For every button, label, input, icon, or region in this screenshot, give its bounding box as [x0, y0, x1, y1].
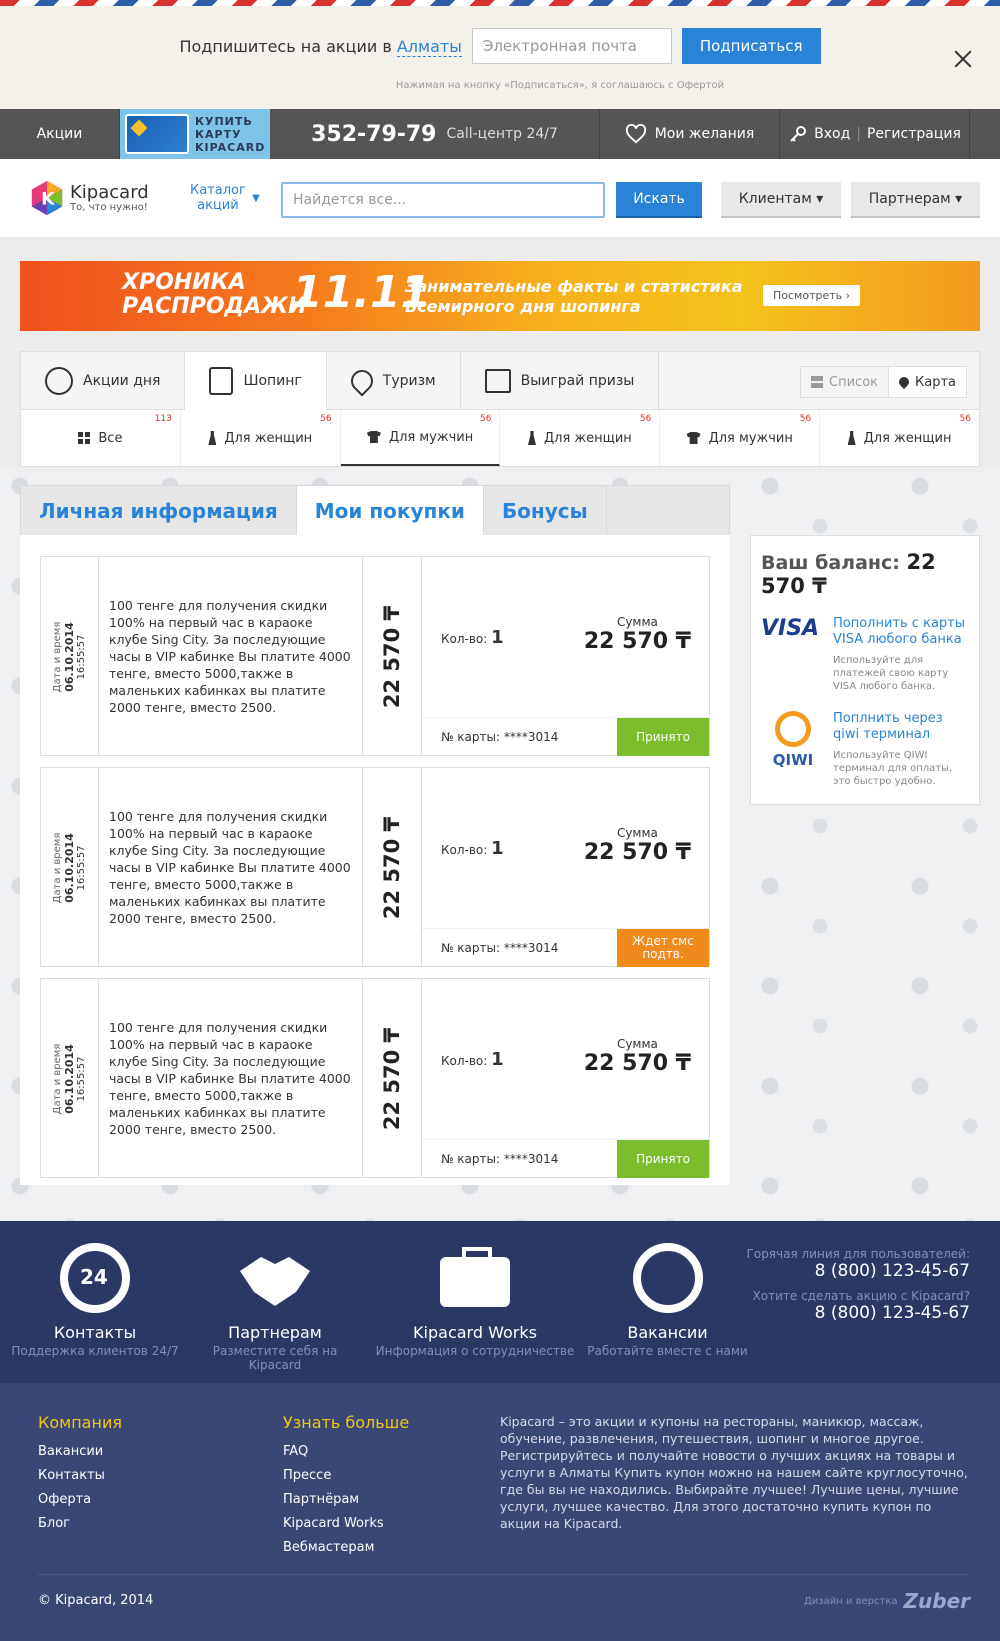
wishlist-label: Мои желания — [654, 126, 755, 142]
banner-subtitle: Занимательные факты и статистика Всемирного дня шопинга — [405, 277, 743, 316]
qiwi-topup-desc: Используйте QIWI терминал для оплаты, это быстро удобно. — [833, 750, 953, 787]
subcat-count: 113 — [154, 414, 172, 424]
order-price: 22 570 ₸ — [380, 816, 404, 920]
footer-feature-title: Kipacard Works — [413, 1323, 537, 1342]
nav-akcii[interactable]: Акции — [0, 109, 120, 159]
order-time: 16:55:57 — [76, 845, 87, 891]
logo-name: Kipacard — [70, 181, 149, 203]
subscribe-button[interactable]: Подписаться — [682, 28, 821, 64]
footer-col-title: Компания — [38, 1413, 122, 1432]
clients-dropdown[interactable]: Клиентам ▾ — [721, 182, 841, 218]
subscribe-bar — [0, 6, 1000, 109]
view-switch — [800, 366, 967, 398]
tab-bonuses[interactable]: Бонусы — [484, 486, 607, 535]
dress-icon — [848, 431, 856, 445]
footer-vacancies[interactable] — [585, 1243, 750, 1358]
footer-links — [0, 1383, 1000, 1641]
zuber-logo: Zuber — [903, 1589, 970, 1613]
order-item — [40, 978, 710, 1178]
subscribe-text: Подпишитесь на акции в Алматы — [179, 36, 462, 56]
percent-icon — [45, 367, 73, 395]
visa-topup-desc: Используйте для платежей свою карту VISA любого банка. — [833, 655, 949, 692]
wishlist-link[interactable] — [600, 109, 780, 159]
subcat-all[interactable]: Все 113 — [21, 410, 181, 466]
order-qty: Кол-во: 1 — [441, 1049, 504, 1070]
subcat-count: 56 — [639, 414, 652, 424]
footer-link[interactable]: Вебмастерам — [283, 1540, 375, 1555]
shopping-bag-icon — [209, 367, 233, 395]
footer-link[interactable]: Вакансии — [38, 1444, 104, 1459]
tab-personal-info[interactable]: Личная информация — [21, 486, 297, 535]
list-icon — [811, 376, 823, 388]
design-credit[interactable]: Дизайн и верстка Zuber — [803, 1589, 970, 1613]
order-item — [40, 556, 710, 756]
order-date: 06.10.2014 — [63, 1044, 76, 1114]
balance-title: Ваш баланс: 22 570 ₸ — [761, 550, 936, 598]
logo[interactable] — [28, 179, 149, 217]
status-badge: Принято — [617, 718, 709, 756]
order-item — [40, 767, 710, 967]
callcenter — [270, 109, 600, 159]
tab-prizes[interactable]: Выиграй призы — [461, 352, 660, 409]
kipacard-logo-icon — [28, 179, 66, 217]
handshake-icon — [240, 1243, 310, 1313]
footer-link[interactable]: Оферта — [38, 1492, 92, 1507]
footer-company — [38, 1413, 122, 1536]
logo-slogan: То, что нужно! — [70, 201, 148, 213]
subcat-count: 56 — [480, 414, 492, 424]
dress-icon — [528, 431, 536, 445]
footer-link[interactable]: FAQ — [283, 1444, 309, 1459]
status-badge: Принято — [617, 1140, 709, 1178]
copyright: © Kipacard, 2014 — [38, 1593, 154, 1608]
order-description: 100 тенге для получения скидки 100% на первый час в караоке клубе Sing City. За последующие часы в VIP кабинке Вы платите 4000 тенге, вместо 5000,также в маленьких кабинках вы платите 2000 тенге, вместо 2500. — [99, 557, 363, 755]
date-label: Дата и время — [52, 621, 63, 693]
date-label: Дата и время — [52, 832, 63, 904]
footer-partners[interactable] — [185, 1243, 365, 1372]
profile-tabs — [20, 485, 730, 535]
key-icon — [788, 124, 808, 144]
card-icon — [125, 114, 189, 154]
catalog-dropdown[interactable]: Каталог акций ▼ — [190, 183, 260, 213]
people-search-icon — [633, 1243, 703, 1313]
qiwi-logo-icon: QIWI — [761, 711, 825, 788]
order-time: 16:55:57 — [76, 634, 87, 680]
footer-divider — [38, 1574, 968, 1575]
promo-banner[interactable] — [20, 261, 980, 331]
status-badge: Ждет смс подтв. — [617, 929, 709, 967]
hotline-label: Горячая линия для пользователей: — [746, 1247, 970, 1261]
shirt-icon — [687, 432, 701, 444]
subcat-women[interactable]: Для женщин 56 — [181, 410, 341, 466]
search-button[interactable]: Искать — [616, 182, 702, 218]
footer-col-title: Узнать больше — [283, 1413, 410, 1432]
search-input[interactable] — [281, 182, 605, 218]
phone-number: 352-79-79 — [311, 121, 437, 147]
phone-24-icon: 24 — [60, 1243, 130, 1313]
order-sum: Сумма 22 570 ₸ — [583, 1037, 691, 1076]
tab-tourism[interactable]: Туризм — [327, 352, 461, 409]
grid-icon — [78, 432, 90, 444]
login-link[interactable]: Вход — [814, 126, 851, 142]
order-card: № карты: ****3014 — [441, 941, 559, 955]
subcat-men[interactable]: Для мужчин 56 — [660, 410, 820, 466]
footer-feature-title: Партнерам — [228, 1323, 322, 1342]
buy-card-link[interactable] — [120, 109, 270, 159]
buy-card-text: КУПИТЬ КАРТУ KIPACARD — [195, 114, 266, 154]
briefcase-icon — [440, 1257, 510, 1307]
offer-link[interactable]: Офертой — [676, 80, 725, 91]
footer-link[interactable]: Блог — [38, 1516, 71, 1531]
top-nav — [0, 109, 1000, 159]
tab-my-purchases[interactable]: Мои покупки — [297, 486, 484, 535]
order-price: 22 570 ₸ — [380, 605, 404, 709]
city-link[interactable]: Алматы — [396, 36, 462, 56]
order-description: 100 тенге для получения скидки 100% на первый час в караоке клубе Sing City. За последующие часы в VIP кабинке Вы платите 4000 тенге, вместо 5000,также в маленьких кабинках вы платите 2000 тенге, вместо 2500. — [99, 768, 363, 966]
qiwi-topup — [761, 711, 969, 788]
footer-feature-sub: Работайте вместе с нами — [587, 1344, 748, 1358]
date-label: Дата и время — [52, 1043, 63, 1115]
orders-list — [20, 535, 730, 1185]
footer-works[interactable] — [375, 1243, 575, 1358]
order-date: 06.10.2014 — [63, 833, 76, 903]
register-link[interactable]: Регистрация — [866, 126, 961, 142]
order-sum: Сумма 22 570 ₸ — [583, 615, 691, 654]
auth-separator: | — [856, 126, 861, 142]
footer-about: Kipacard – это акции и купоны на рестораны, маникюр, массаж, обучение, развлечения, путешествия, шопинг и многое другое. Регистрируйтесь и получайте новости о лучших акциях на товары и услуги в Алматы Купить купон можно на нашем сайте круглосуточно, где бы вы не находились. Выбирайте лучшее! Лучшие цены, лучшие услуги, лучшее качество. Для этого достаточно купить купон по акции на Kipacard. — [500, 1414, 968, 1531]
order-date: 06.10.2014 — [63, 622, 76, 692]
subcat-count: 56 — [799, 414, 812, 424]
subcat-men[interactable]: Для мужчин 56 — [341, 410, 501, 466]
banner-title: ХРОНИКА РАСПРОДАЖИ — [122, 270, 307, 319]
heart-icon — [625, 124, 647, 144]
subcat-count: 56 — [959, 414, 971, 424]
subcat-women[interactable]: Для женщин 56 — [820, 410, 979, 466]
visa-topup — [761, 616, 969, 693]
footer-feature-title: Контакты — [53, 1323, 137, 1342]
tab-shopping[interactable]: Шопинг — [185, 352, 326, 410]
email-input[interactable] — [472, 28, 672, 64]
partner-label: Хотите сделать акцию с Kipacard? — [752, 1289, 970, 1303]
order-description: 100 тенге для получения скидки 100% на первый час в караоке клубе Sing City. За последующие часы в VIP кабинке Вы платите 4000 тенге, вместо 5000,также в маленьких кабинках вы платите 2000 тенге, вместо 2500. — [99, 979, 363, 1177]
footer-more — [283, 1413, 409, 1560]
footer-link[interactable]: Kipacard Works — [283, 1516, 384, 1531]
header — [0, 159, 1000, 237]
callcenter-label: Call-центр 24/7 — [446, 126, 558, 142]
map-pin-icon — [897, 375, 911, 389]
map-pin-icon — [346, 365, 377, 396]
gift-icon — [485, 369, 511, 393]
order-sum: Сумма 22 570 ₸ — [583, 826, 691, 865]
category-panel — [20, 351, 980, 467]
hotline-phone[interactable]: 8 (800) 123-45-67 — [814, 1261, 970, 1281]
order-card: № карты: ****3014 — [441, 730, 559, 744]
tab-deals[interactable]: Акции дня — [21, 352, 185, 409]
balance-panel — [750, 535, 980, 805]
footer-feature-sub: Поддержка клиентов 24/7 — [11, 1344, 179, 1358]
order-price: 22 570 ₸ — [380, 1027, 404, 1131]
order-qty: Кол-во: 1 — [441, 627, 504, 648]
partner-phone[interactable]: 8 (800) 123-45-67 — [814, 1303, 970, 1323]
order-time: 16:55:57 — [76, 1056, 87, 1102]
chevron-down-icon: ▼ — [252, 193, 260, 204]
footer-link[interactable]: Контакты — [38, 1468, 105, 1483]
partners-dropdown[interactable]: Партнерам ▾ — [851, 182, 980, 218]
footer-feature-sub: Информация о сотрудничестве — [375, 1344, 575, 1358]
footer-contacts[interactable] — [10, 1243, 180, 1358]
footer-link[interactable]: Прессе — [283, 1468, 332, 1483]
banner-date: 11.11 — [292, 267, 432, 318]
visa-topup-link[interactable]: Пополнить с карты VISA любого банка — [833, 616, 965, 647]
footer-feature-title: Вакансии — [627, 1323, 708, 1342]
banner-view-button[interactable]: Посмотреть › — [763, 285, 860, 306]
auth-links — [780, 109, 970, 159]
view-map-button[interactable]: Карта — [889, 367, 966, 397]
subcat-count: 56 — [320, 414, 332, 424]
view-list-button[interactable]: Список — [801, 367, 889, 397]
shirt-icon — [367, 431, 381, 443]
visa-logo-icon: VISA — [761, 616, 820, 641]
footer-link[interactable]: Партнёрам — [283, 1492, 360, 1507]
footer-features — [0, 1221, 1000, 1383]
order-qty: Кол-во: 1 — [441, 838, 504, 859]
subcat-women[interactable]: Для женщин 56 — [500, 410, 660, 466]
qiwi-topup-link[interactable]: Поплнить через qiwi терминал — [833, 711, 943, 742]
subscribe-note: Нажимая на кнопку «Подписаться», я соглашаюсь с Офертой — [395, 80, 725, 91]
hotline — [747, 1247, 970, 1331]
dress-icon — [208, 431, 216, 445]
close-icon[interactable] — [954, 50, 972, 68]
order-card: № карты: ****3014 — [441, 1152, 559, 1166]
svg-text:K: K — [41, 189, 55, 210]
footer-feature-sub: Разместите себя на Kipacard — [212, 1344, 338, 1372]
